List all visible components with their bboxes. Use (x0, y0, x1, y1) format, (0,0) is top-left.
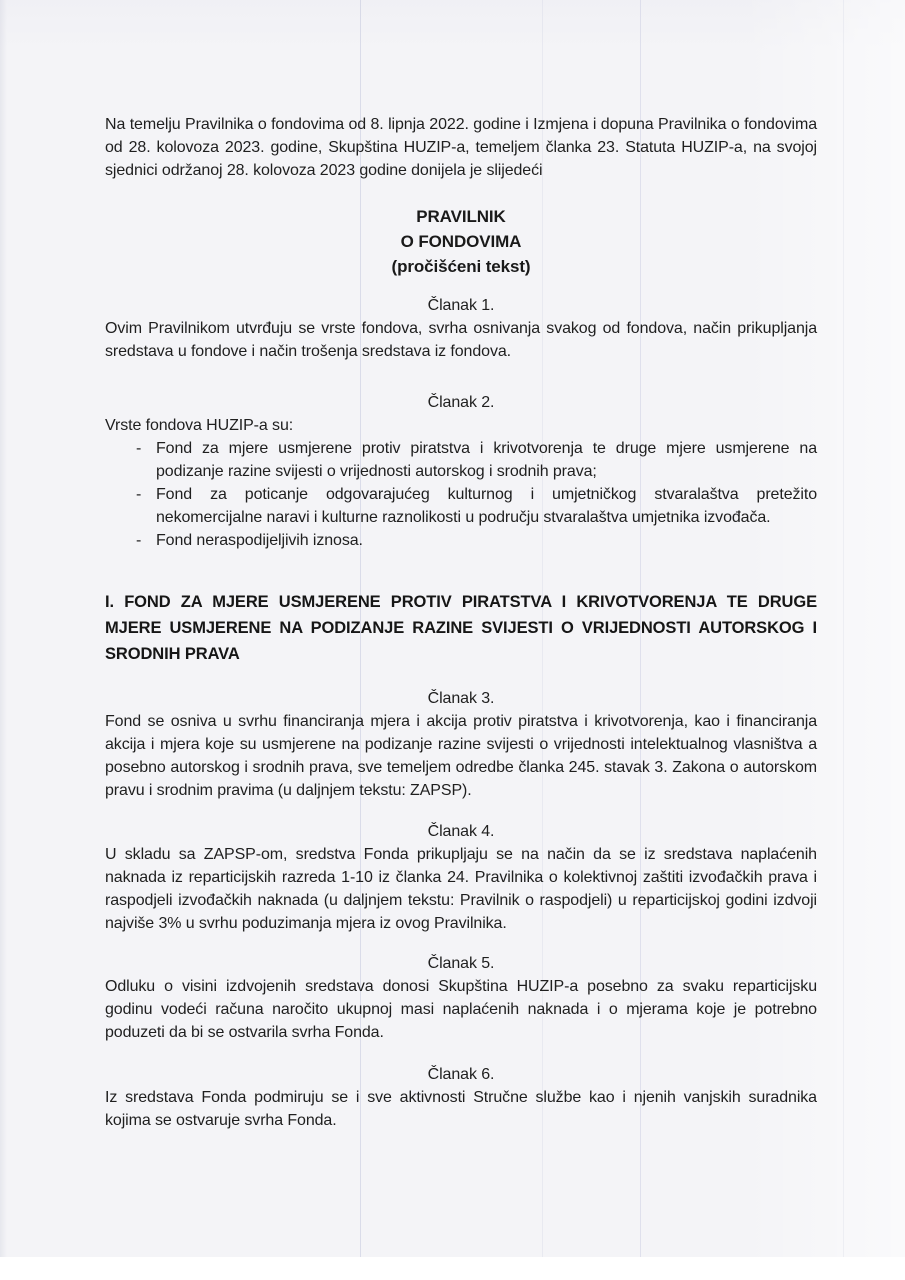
dash-bullet-marker: - (136, 486, 142, 503)
document-content (105, 113, 817, 1132)
dash-bullet-marker: - (136, 440, 142, 457)
article-5-body: Odluku o visini izdvojenih sredstava donosi Skupština HUZIP-a posebno za svaku reparticijsku godinu vodeći računa naročito ukupnoj masi naplaćenih naknada i o mjerama koje je potrebno poduzeti da bi se ostvarila svrha Fonda. (105, 978, 817, 1041)
article-4-body: U skladu sa ZAPSP-om, sredstva Fonda prikupljaju se na način da se iz sredstava naplaćenih naknada iz reparticijskih razreda 1-10 iz članka 24. Pravilnika o kolektivnoj zaštiti izvođačkih prava i raspodjeli izvođačkih naknada (u daljnjem tekstu: Pravilnik o raspodjeli) u reparticijskoj godini izdvoji najviše 3% u svrhu poduzimanja mjera iz ovog Pravilnika. (105, 846, 817, 932)
article-6-heading: Članak 6. (427, 1066, 495, 1083)
title-line-3: (pročišćeni tekst) (391, 257, 531, 276)
dash-bullet-marker: - (136, 532, 142, 549)
article-1-body: Ovim Pravilnikom utvrđuju se vrste fondova, svrha osnivanja svakog od fondova, način prikupljanja sredstava u fondove i način trošenja sredstava iz fondova. (105, 320, 817, 360)
article-3 (105, 687, 817, 802)
paper-fold-line (843, 0, 844, 1257)
title-line-1: PRAVILNIK (416, 207, 506, 226)
list-item-text: Fond neraspodijeljivih iznosa. (156, 532, 363, 549)
article-1-heading: Članak 1. (427, 297, 495, 314)
article-2-heading: Članak 2. (427, 394, 495, 411)
list-item (105, 437, 817, 483)
article-2 (105, 391, 817, 552)
article-6 (105, 1063, 817, 1132)
section-1-heading: I. FOND ZA MJERE USMJERENE PROTIV PIRATSTVA I KRIVOTVORENJA TE DRUGE MJERE USMJERENE NA PODIZANJE RAZINE SVIJESTI O VRIJEDNOSTI AUTORSKOG I SRODNIH PRAVA (105, 593, 817, 663)
scan-bottom-margin (0, 1257, 905, 1280)
article-4 (105, 820, 817, 935)
intro-paragraph: Na temelju Pravilnika o fondovima od 8. lipnja 2022. godine i Izmjena i dopuna Pravilnika o fondovima od 28. kolovoza 2023. godine, Skupština HUZIP-a, temeljem članka 23. Statuta HUZIP-a, na svojoj sjednici održanoj 28. kolovoza 2023 godine donijela je slijedeći (105, 116, 817, 179)
article-1 (105, 294, 817, 363)
article-6-body: Iz sredstava Fonda podmiruju se i sve aktivnosti Stručne službe kao i njenih vanjskih suradnika kojima se ostvaruje svrha Fonda. (105, 1089, 817, 1129)
article-3-body: Fond se osniva u svrhu financiranja mjera i akcija protiv piratstva i krivotvorenja, kao i financiranja akcija i mjera koje su usmjerene na podizanje razine svijesti o vrijednosti intelektualnog vlasništva a posebno autorskog i srodnih prava, sve temeljem odredbe članka 245. stavak 3. Zakona o autorskom pravu i srodnim pravima (u daljnjem tekstu: ZAPSP). (105, 713, 817, 799)
list-item-text: Fond za mjere usmjerene protiv piratstva i krivotvorenja te druge mjere usmjerene na podizanje razine svijesti o vrijednosti autorskog i srodnih prava; (156, 440, 817, 480)
article-3-heading: Članak 3. (427, 690, 495, 707)
list-item (105, 529, 817, 552)
document-title (105, 204, 817, 279)
title-line-2: O FONDOVIMA (400, 232, 522, 251)
article-5-heading: Članak 5. (427, 955, 495, 972)
article-2-lead: Vrste fondova HUZIP-a su: (105, 417, 294, 434)
list-item-text: Fond za poticanje odgovarajućeg kulturnog i umjetničkog stvaralaštva pretežito nekomercijalne naravi i kulturne raznolikosti u području stvaralaštva umjetnika izvođača. (156, 486, 817, 526)
article-4-heading: Članak 4. (427, 823, 495, 840)
article-5 (105, 952, 817, 1044)
list-item (105, 483, 817, 529)
